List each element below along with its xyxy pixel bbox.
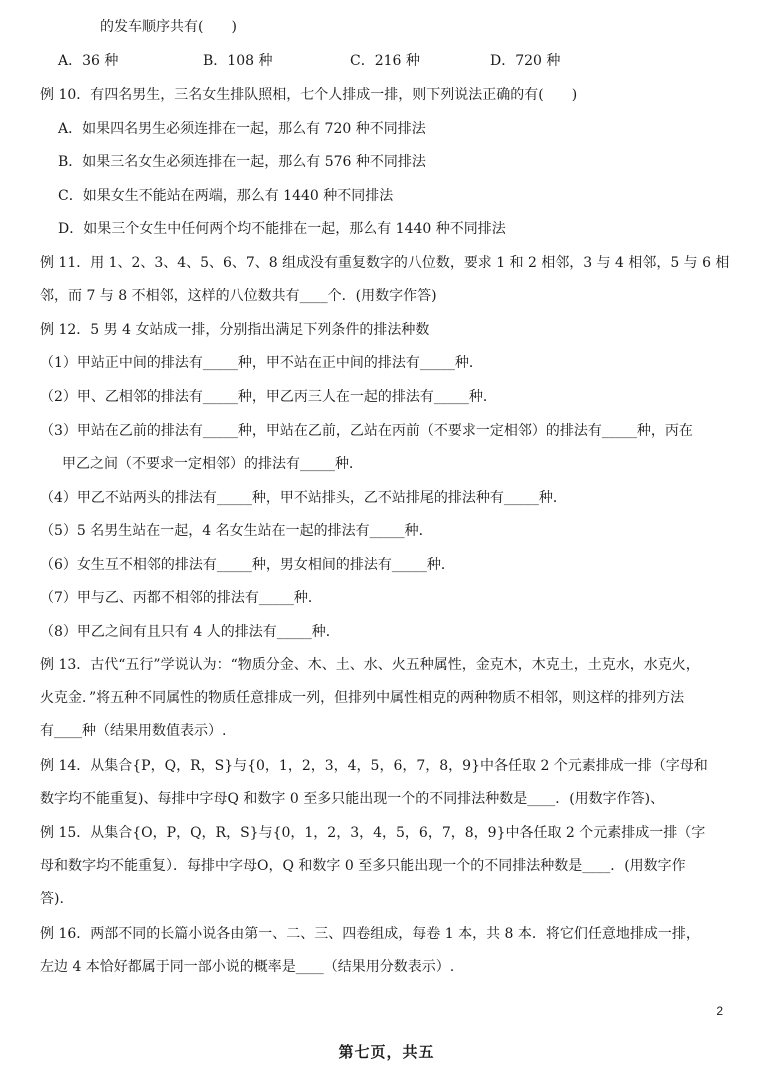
question-16-line-2: 左边 4 本恰好都属于同一部小说的概率是____（结果用分数表示）.: [40, 959, 455, 975]
question-9-stem-tail: 的发车顺序共有( ): [100, 19, 237, 35]
question-11-line-1: 例 11．用 1、2、3、4、5、6、7、8 组成没有重复数字的八位数，要求 1 和 2 相邻，3 与 4 相邻，5 与 6 相: [40, 255, 730, 271]
question-11-line-2: 邻，而 7 与 8 不相邻，这样的八位数共有____个．(用数字作答): [40, 288, 437, 304]
question-16-line-1: 例 16．两部不同的长篇小说各由第一、二、三、四卷组成，每卷 1 本，共 8 本．将它们任意地排成一排，: [40, 926, 700, 942]
question-13-line-3: 有____种（结果用数值表示）.: [40, 723, 227, 739]
question-10-option-d: D．如果三个女生中任何两个均不能排在一起，那么有 1440 种不同排法: [58, 221, 506, 237]
question-12-part-3-line-1: （3）甲站在乙前的排法有_____种，甲站在乙前，乙站在丙前（不要求一定相邻）的排法有_____种，丙在: [40, 423, 693, 439]
question-12-part-8: （8）甲乙之间有且只有 4 人的排法有_____种．: [40, 624, 340, 640]
question-12-part-5: （5）5 名男生站在一起，4 名女生站在一起的排法有_____种．: [40, 523, 433, 539]
question-12-part-2: （2）甲、乙相邻的排法有_____种，甲乙丙三人在一起的排法有_____种．: [40, 389, 497, 405]
page-number: 2: [716, 1004, 723, 1018]
question-13-line-2: 火克金．”将五种不同属性的物质任意排成一列，但排列中属性相克的两种物质不相邻，则这样的排列方法: [40, 690, 685, 706]
choice-c: C．216 种: [350, 53, 420, 69]
question-12-part-1: （1）甲站正中间的排法有_____种，甲不站在正中间的排法有_____种．: [40, 355, 483, 371]
page-footer-label: 第七页，共五: [338, 1043, 435, 1061]
choice-b: B．108 种: [203, 53, 273, 69]
question-10-option-b: B．如果三名女生必须连排在一起，那么有 576 种不同排法: [58, 154, 426, 170]
question-12-part-7: （7）甲与乙、丙都不相邻的排法有_____种．: [40, 590, 322, 606]
question-12-part-6: （6）女生互不相邻的排法有_____种，男女相间的排法有_____种．: [40, 557, 455, 573]
question-10-option-c: C．如果女生不能站在两端，那么有 1440 种不同排法: [58, 188, 394, 204]
question-13-line-1: 例 13．古代“五行”学说认为：“物质分金、木、土、水、火五种属性，金克木，木克土，土克水，水克火，: [40, 657, 700, 673]
choice-d: D．720 种: [490, 53, 561, 69]
question-10-stem: 例 10．有四名男生，三名女生排队照相，七个人排成一排，则下列说法正确的有( ): [40, 87, 578, 103]
question-14-line-1: 例 14．从集合{P，Q，R，S}与{0，1，2，3，4，5，6，7，8，9}中各任取 2 个元素排成一排（字母和: [40, 758, 708, 774]
question-12-part-4: （4）甲乙不站两头的排法有_____种，甲不站排头，乙不站排尾的排法种有_____种．: [40, 490, 567, 506]
choice-a: A．36 种: [58, 53, 119, 69]
question-15-line-2: 母和数字均不能重复）．每排中字母O，Q 和数字 0 至多只能出现一个的不同排法种数是____．(用数字作: [40, 858, 686, 874]
question-12-part-3-line-2: 甲乙之间（不要求一定相邻）的排法有_____种．: [62, 456, 363, 472]
question-15-line-3: 答).: [40, 891, 64, 907]
question-10-option-a: A．如果四名男生必须连排在一起，那么有 720 种不同排法: [58, 121, 426, 137]
question-14-line-2: 数字均不能重复)、每排中字母Q 和数字 0 至多只能出现一个的不同排法种数是____．(用数字作答)、: [40, 791, 665, 807]
question-15-line-1: 例 15．从集合{O，P，Q，R，S}与{0，1，2，3，4，5，6，7，8，9}中各任取 2 个元素排成一排（字: [40, 825, 706, 841]
question-12-stem: 例 12．5 男 4 女站成一排，分别指出满足下列条件的排法种数: [40, 322, 430, 338]
